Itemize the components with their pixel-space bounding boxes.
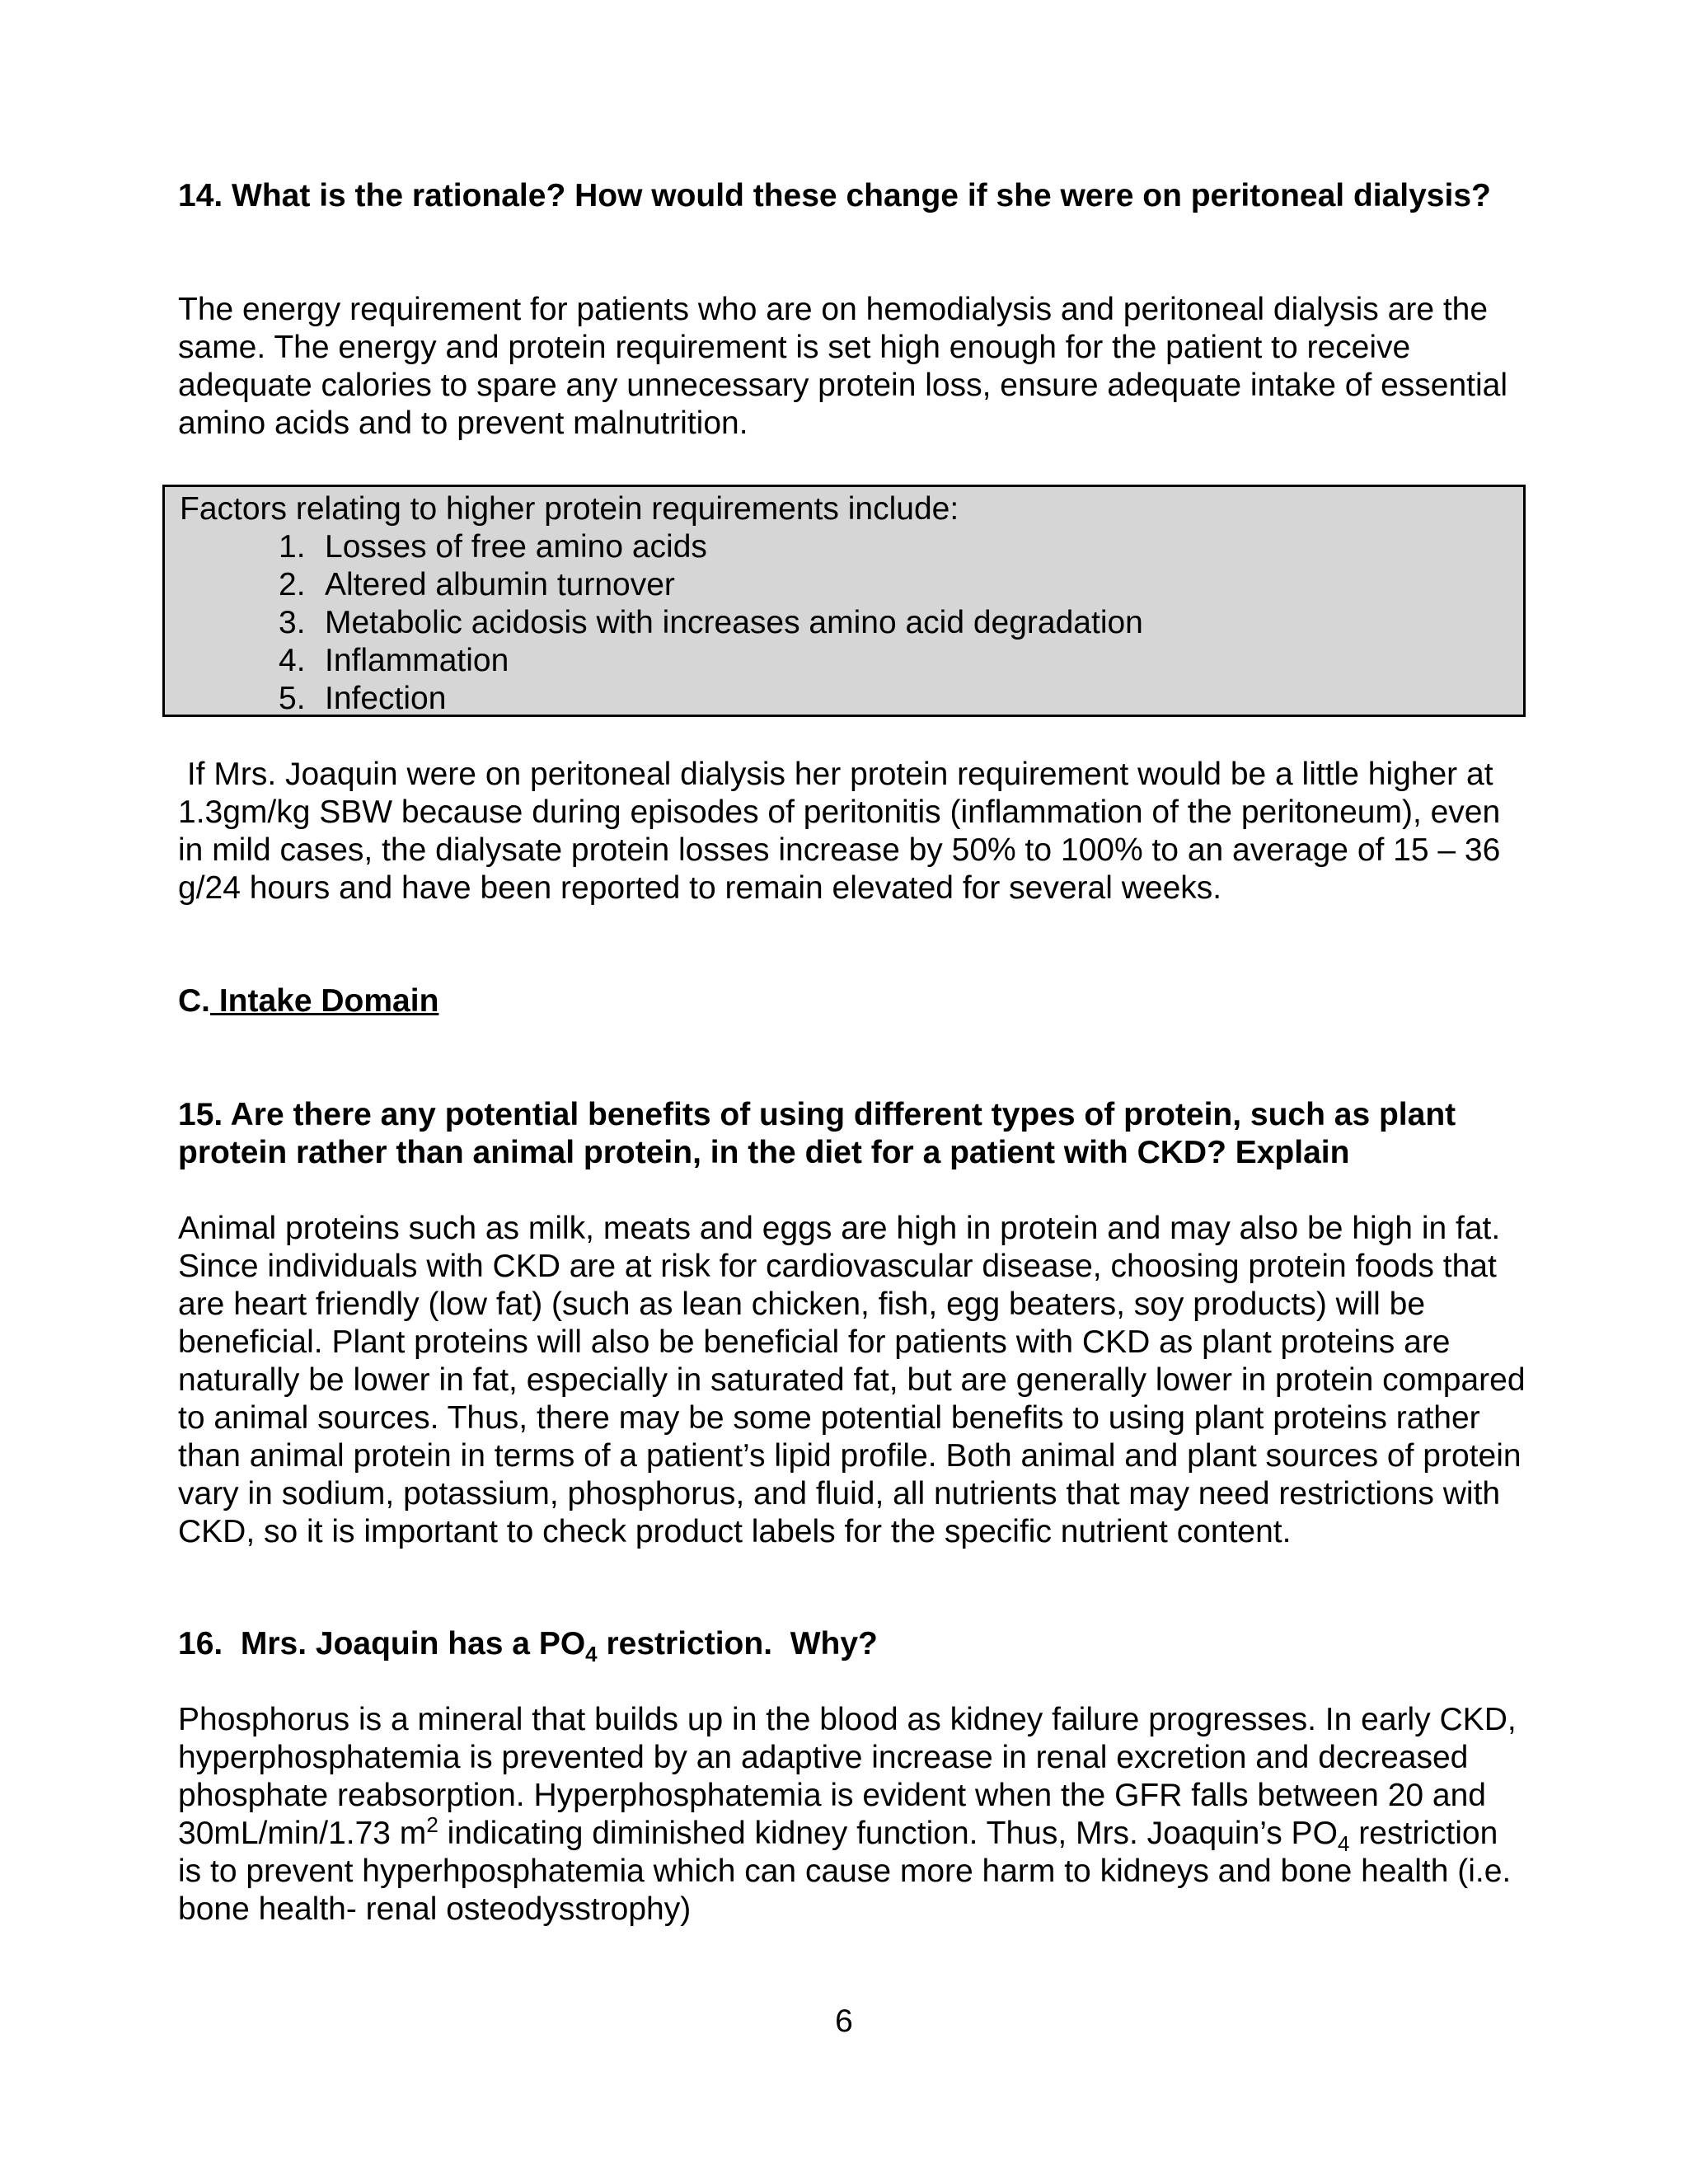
- peritoneal-dialysis-paragraph: If Mrs. Joaquin were on peritoneal dialysis her protein requirement would be a little higher at 1.3gm/kg SBW because during episodes of peritonitis (inflammation of the peritoneum), even in mild cases, the dialysate protein losses increase by 50% to 100% to an average of 15 – 36 g/24 hours and have been reported to remain elevated for several weeks.: [178, 757, 1510, 906]
- question-16-answer: [178, 1701, 1530, 1929]
- protein-factors-list: [180, 528, 1510, 718]
- factor-text: Losses of free amino acids: [325, 529, 707, 565]
- protein-factors-box: [162, 485, 1526, 717]
- question-15-heading: 15. Are there any potential benefits of using different types of protein, such as plant protein rather than animal protein, in the diet for a patient with CKD? Explain: [178, 1097, 1456, 1170]
- question-15-answer: Animal proteins such as milk, meats and eggs are high in protein and may also be high in fat. Since individuals with CKD are at risk for cardiovascular disease, choosing protein foods that are heart friendly (low fat) (such as lean chicken, fish, egg beaters, soy products) will be beneficial. Plant proteins will also be beneficial for patients with CKD as plant proteins are naturally be lower in fat, especially in saturated fat, but are generally lower in protein compared to animal sources. Thus, there may be some potential benefits to using plant proteins rather than animal protein in terms of a patient’s lipid profile. Both animal and plant sources of protein vary in sodium, potassium, phosphorus, and fluid, all nutrients that may need restrictions with CKD, so it is important to check product labels for the specific nutrient content.: [178, 1211, 1526, 1549]
- question-14-heading: 14. What is the rationale? How would these change if she were on peritoneal dialysis?: [178, 178, 1491, 213]
- factor-item: [180, 680, 1510, 718]
- protein-factors-title: Factors relating to higher protein requirements include:: [180, 491, 959, 527]
- factor-item: [180, 604, 1510, 642]
- factor-item: [180, 566, 1510, 604]
- factor-number: 2.: [279, 567, 306, 602]
- question-16-answer-part1: Phosphorus is a mineral that builds up in the blood as kidney failure progresses. In early CKD, hyperphosphatemia is prevented by an adaptive increase in renal excretion and decreased phosphate reabsorption. Hyperphosphatemia is evident when the GFR falls between 20 and 30mL/min/1.73 m: [178, 1702, 1517, 1851]
- factor-number: 1.: [279, 529, 306, 565]
- factor-number: 3.: [279, 605, 306, 640]
- factor-text: Metabolic acidosis with increases amino acid degradation: [325, 605, 1143, 640]
- question-16-heading-subscript: 4: [585, 1641, 598, 1666]
- factor-text: Inflammation: [325, 643, 509, 678]
- section-c-title: Intake Domain: [210, 983, 439, 1019]
- question-16-answer-part3: restriction is to prevent hyperhposphatemia which can cause more harm to kidneys and bone health (i.e. bone health- renal osteodysstrophy): [178, 1816, 1512, 1927]
- question-16-answer-part2: indicating diminished kidney function. Thus, Mrs. Joaquin’s PO: [438, 1816, 1338, 1851]
- question-16-answer-subscript: 4: [1337, 1830, 1350, 1856]
- section-c-letter: C.: [178, 983, 210, 1019]
- factor-number: 5.: [279, 681, 306, 716]
- question-16-heading-pre: 16. Mrs. Joaquin has a PO: [178, 1626, 586, 1661]
- page-number: 6: [835, 2004, 853, 2039]
- factor-number: 4.: [279, 643, 306, 678]
- question-16-heading: [178, 1625, 1530, 1666]
- question-16-answer-superscript: 2: [426, 1812, 438, 1837]
- factor-item: [180, 642, 1510, 680]
- factor-item: [180, 528, 1510, 566]
- factor-text: Altered albumin turnover: [325, 567, 675, 602]
- factor-text: Infection: [325, 681, 447, 716]
- question-16-heading-post: restriction. Why?: [597, 1626, 878, 1661]
- section-c-heading: [178, 982, 1530, 1020]
- question-14-answer: The energy requirement for patients who are on hemodialysis and peritoneal dialysis are the same. The energy and protein requirement is set high enough for the patient to receive adequate calories to spare any unnecessary protein loss, ensure adequate intake of essential amino acids and to prevent malnutrition.: [178, 292, 1508, 441]
